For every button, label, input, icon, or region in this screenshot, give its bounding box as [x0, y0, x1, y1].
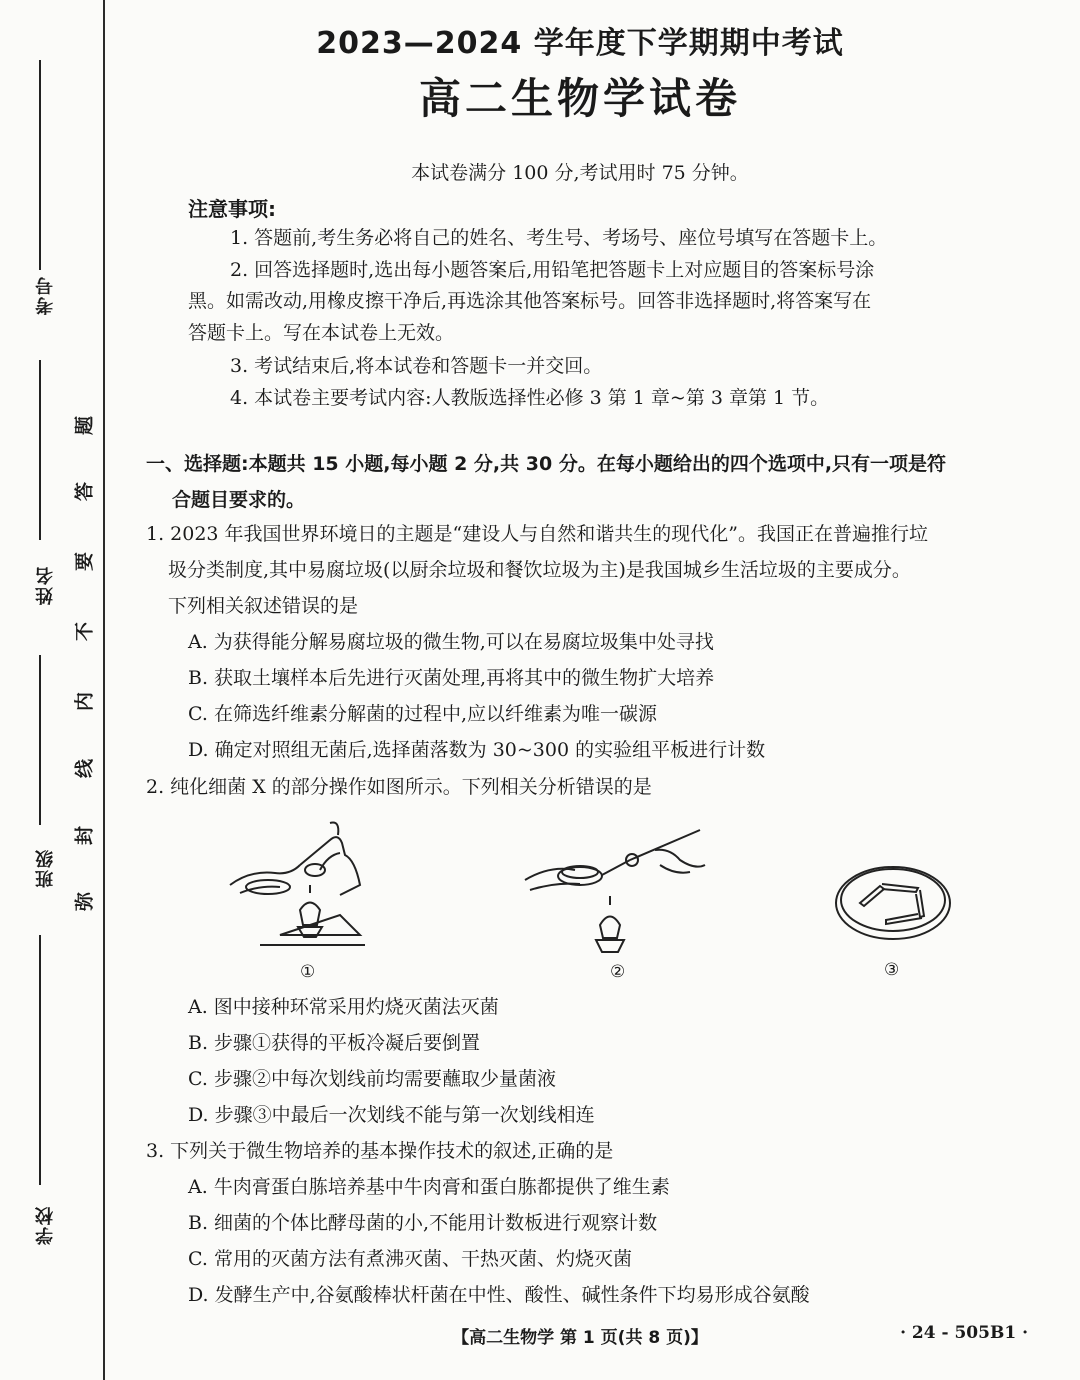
seal-char: 线 [73, 759, 96, 779]
notice-line: 3. 考试结束后,将本试卷和答题卡一并交回。 [230, 355, 603, 377]
figure-pour-plate [220, 815, 380, 960]
figure-label-1: ① [300, 962, 316, 982]
field-label: 班级 [35, 848, 56, 888]
section-line: 一、选择题:本题共 15 小题,每小题 2 分,共 30 分。在每小题给出的四个选项中,只有一项是符 [146, 453, 947, 475]
notice-line: 4. 本试卷主要考试内容:人教版选择性必修 3 第 1 章~第 3 章第 1 节。 [230, 387, 830, 409]
seal-char: 弥 [73, 892, 96, 912]
seal-char: 封 [73, 826, 96, 846]
page-footer: 【高二生物学 第 1 页(共 8 页)】 [452, 1328, 708, 1348]
figure-streaked-plate [832, 858, 954, 948]
field-underline [39, 360, 41, 540]
binding-line [103, 0, 105, 1380]
field-label: 考号 [35, 275, 56, 315]
seal-char: 答 [73, 482, 96, 502]
paper-code: · 24 - 505B1 · [900, 1323, 1028, 1343]
notice-line: 答题卡上。写在本试卷上无效。 [188, 322, 455, 344]
option-a[interactable]: A. 图中接种环常采用灼烧灭菌法灭菌 [188, 996, 499, 1018]
option-b[interactable]: B. 步骤①获得的平板冷凝后要倒置 [188, 1032, 481, 1054]
notice-heading: 注意事项: [188, 197, 276, 221]
stem-line: 下列相关叙述错误的是 [168, 595, 359, 617]
option-a[interactable]: A. 为获得能分解易腐垃圾的微生物,可以在易腐垃圾集中处寻找 [188, 631, 714, 653]
figure-label-3: ③ [884, 960, 900, 980]
stem-line: 3. 下列关于微生物培养的基本操作技术的叙述,正确的是 [146, 1140, 614, 1162]
option-d[interactable]: D. 确定对照组无菌后,选择菌落数为 30~300 的实验组平板进行计数 [188, 739, 766, 761]
section-heading [146, 446, 1026, 518]
figure-streak-loop [520, 820, 710, 960]
exam-info: 本试卷满分 100 分,考试用时 75 分钟。 [411, 162, 749, 184]
notice-line: 黑。如需改动,用橡皮擦干净后,再选涂其他答案标号。回答非选择题时,将答案写在 [188, 290, 872, 312]
field-name [20, 565, 72, 605]
option-a[interactable]: A. 牛肉膏蛋白胨培养基中牛肉膏和蛋白胨都提供了维生素 [188, 1176, 670, 1198]
stem-line: 2. 纯化细菌 X 的部分操作如图所示。下列相关分析错误的是 [146, 776, 652, 798]
exam-title: 2023—2024 学年度下学期期中考试 [316, 26, 844, 61]
question-1-stem [146, 516, 1026, 624]
seal-char: 不 [73, 622, 96, 642]
option-d[interactable]: D. 发酵生产中,谷氨酸棒状杆菌在中性、酸性、碱性条件下均易形成谷氨酸 [188, 1284, 810, 1306]
section-line: 合题目要求的。 [172, 489, 306, 511]
field-underline [39, 655, 41, 825]
option-c[interactable]: C. 在筛选纤维素分解菌的过程中,应以纤维素为唯一碳源 [188, 703, 657, 725]
figure-label-2: ② [610, 962, 626, 982]
seal-char: 内 [73, 692, 96, 712]
field-school [20, 1205, 72, 1245]
option-b[interactable]: B. 细菌的个体比酵母菌的小,不能用计数板进行观察计数 [188, 1212, 658, 1234]
stem-line: 1. 2023 年我国世界环境日的主题是“建设人与自然和谐共生的现代化”。我国正在普遍推行垃 [146, 523, 928, 545]
option-c[interactable]: C. 常用的灭菌方法有煮沸灭菌、干热灭菌、灼烧灭菌 [188, 1248, 632, 1270]
option-b[interactable]: B. 获取土壤样本后先进行灭菌处理,再将其中的微生物扩大培养 [188, 667, 715, 689]
seal-char: 题 [73, 416, 96, 436]
field-class [20, 848, 72, 888]
question-3-stem [146, 1133, 1026, 1169]
field-underline [39, 935, 41, 1185]
notice-line: 1. 答题前,考生务必将自己的姓名、考生号、考场号、座位号填写在答题卡上。 [230, 227, 888, 249]
field-label: 姓名 [35, 565, 56, 605]
option-c[interactable]: C. 步骤②中每次划线前均需要蘸取少量菌液 [188, 1068, 556, 1090]
option-d[interactable]: D. 步骤③中最后一次划线不能与第一次划线相连 [188, 1104, 595, 1126]
field-label: 学校 [35, 1205, 56, 1245]
stem-line: 圾分类制度,其中易腐垃圾(以厨余垃圾和餐饮垃圾为主)是我国城乡生活垃圾的主要成分。 [168, 559, 911, 581]
paper-title: 高二生物学试卷 [418, 74, 741, 123]
seal-char: 要 [73, 552, 96, 572]
notice-line: 2. 回答选择题时,选出每小题答案后,用铅笔把答题卡上对应题目的答案标号涂 [230, 259, 875, 281]
field-exam-number [20, 275, 72, 315]
question-2-stem [146, 769, 1026, 805]
